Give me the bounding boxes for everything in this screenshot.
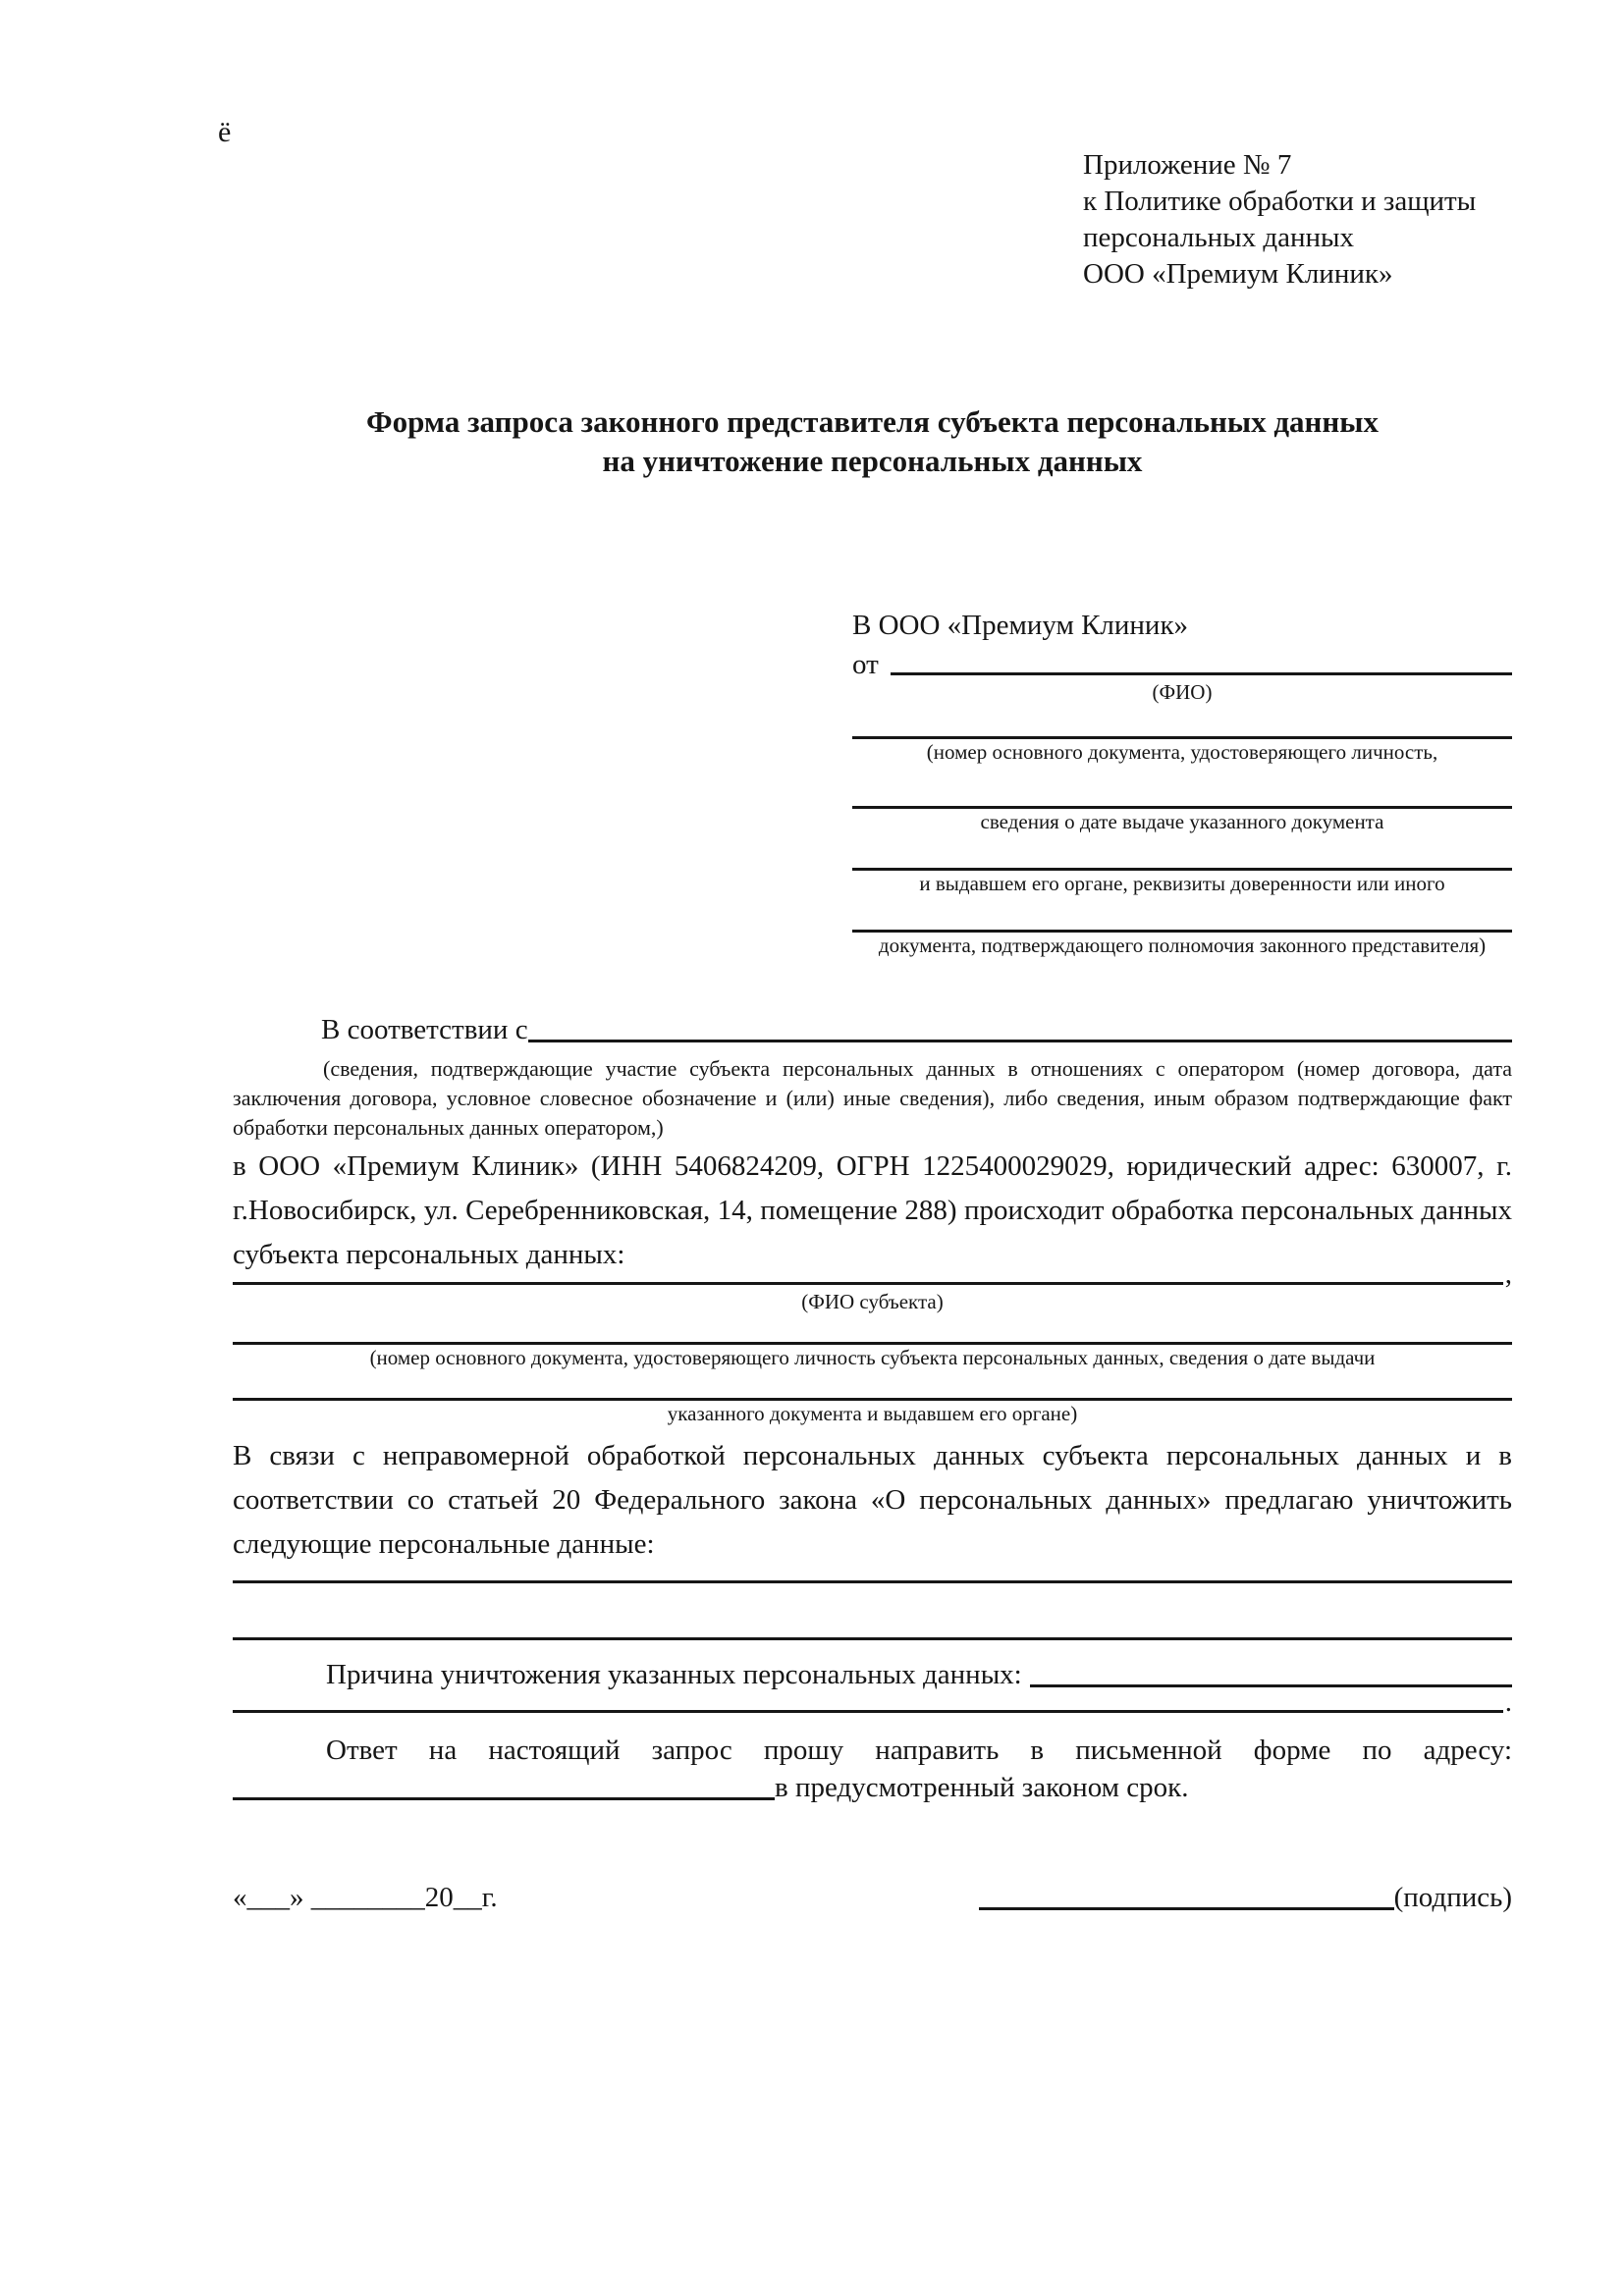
from-label: от bbox=[852, 649, 879, 680]
annex-block bbox=[1083, 147, 1512, 293]
from-row bbox=[852, 646, 1512, 679]
annex-line: Приложение № 7 bbox=[1083, 149, 1292, 181]
form-title bbox=[233, 402, 1512, 481]
form-title-line-1: Форма запроса законного представителя субъекта персональных данных bbox=[366, 404, 1379, 439]
subject-fio-comma: , bbox=[1504, 1258, 1512, 1290]
subject-doc-caption-bottom: указанного документа и выдавшем его органе) bbox=[667, 1402, 1078, 1425]
reason-row bbox=[233, 1654, 1512, 1691]
caption-issue-date: сведения о дате выдаче указанного документа bbox=[980, 810, 1384, 833]
accordance-blank-line bbox=[528, 1040, 1512, 1042]
data-blank-line-2 bbox=[233, 1637, 1512, 1640]
reason-label: Причина уничтожения указанных персональных данных: bbox=[326, 1659, 1022, 1690]
signature-caption: (подпись) bbox=[1393, 1882, 1512, 1913]
subject-fio-caption: (ФИО субъекта) bbox=[801, 1290, 944, 1313]
form-title-line-2: на уничтожение персональных данных bbox=[602, 444, 1143, 478]
operator-paragraph: в ООО «Премиум Клиник» (ИНН 5406824209, ОГРН 1225400029029, юридический адрес: 630007, г. г.Новосибирск, ул. Серебренниковская, 14, помещение 288) происходит обработка персональных данных субъекта персональных данных: bbox=[233, 1150, 1512, 1270]
reply-paragraph: Ответ на настоящий запрос прошу направить в письменной форме по адресу: bbox=[326, 1735, 1512, 1766]
stray-char: ё bbox=[218, 116, 232, 148]
destruction-paragraph: В связи с неправомерной обработкой персональных данных субъекта персональных данных и в соответствии со статьей 20 Федерального закона «О персональных данных» предлагаю уничтожить следующие персональные данные: bbox=[233, 1440, 1512, 1560]
reason-blank-line-2 bbox=[233, 1710, 1503, 1713]
subject-fio-line-row bbox=[233, 1258, 1512, 1290]
recipient-block bbox=[852, 605, 1512, 958]
accordance-note: (сведения, подтверждающие участие субъекта персональных данных в отношениях с оператором (номер договора, дата заключения договора, условное словесное обозначение и (или) иные сведения), либо сведения, иным образом подтверждающие факт обработки персональных данных оператором,) bbox=[233, 1056, 1512, 1140]
annex-line: к Политике обработки и защиты bbox=[1083, 186, 1477, 217]
caption-authority-doc: документа, подтверждающего полномочия законного представителя) bbox=[878, 934, 1487, 957]
accordance-label: В соответствии с bbox=[321, 1014, 528, 1045]
reply-tail-text: в предусмотренный законом срок. bbox=[775, 1772, 1189, 1803]
reply-address-blank-line bbox=[233, 1797, 775, 1800]
reason-period: . bbox=[1504, 1686, 1512, 1718]
date-blank: «___» ________20__г. bbox=[233, 1882, 498, 1913]
recipient-to: В ООО «Премиум Клиник» bbox=[852, 610, 1189, 641]
subject-fio-blank-line bbox=[233, 1282, 1503, 1285]
document-content bbox=[233, 0, 1512, 1915]
fio-caption: (ФИО) bbox=[1152, 680, 1213, 704]
footer-row bbox=[233, 1880, 1512, 1915]
signature-blank-line bbox=[979, 1907, 1394, 1910]
from-blank-line bbox=[891, 672, 1512, 675]
annex-line: персональных данных bbox=[1083, 222, 1355, 253]
caption-issuing-authority: и выдавшем его органе, реквизиты доверенности или иного bbox=[919, 872, 1445, 895]
annex-line: ООО «Премиум Клиник» bbox=[1083, 258, 1393, 290]
subject-doc-caption-top: (номер основного документа, удостоверяющего личность субъекта персональных данных, сведения о дате выдачи bbox=[369, 1346, 1376, 1369]
reason-line-row bbox=[233, 1686, 1512, 1718]
reason-blank-line bbox=[1030, 1684, 1512, 1687]
data-blank-line-1 bbox=[233, 1580, 1512, 1583]
caption-doc-number: (номер основного документа, удостоверяющего личность, bbox=[926, 740, 1438, 764]
reply-tail-row bbox=[233, 1770, 1512, 1805]
signature-group bbox=[979, 1880, 1512, 1915]
accordance-row bbox=[233, 1013, 1512, 1046]
